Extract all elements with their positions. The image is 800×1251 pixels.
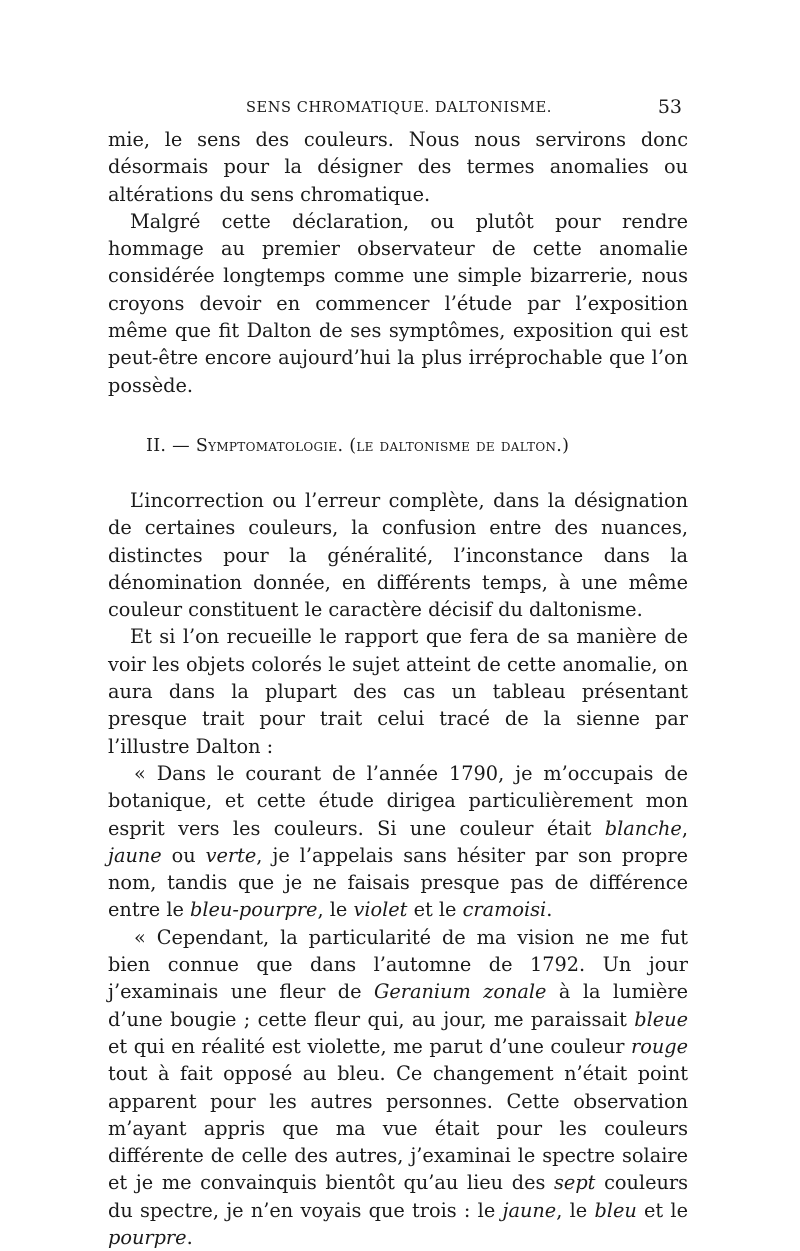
quote-italic: rouge — [631, 1034, 688, 1058]
quote-italic: bleue — [634, 1007, 688, 1031]
quote-italic: sept — [554, 1171, 596, 1195]
quote-text: « Cependant, la particularité de ma vision ne me fut bien connue que dans l’automne de 1792. Un jour j’examinais une fleur de — [108, 925, 688, 1004]
section-heading — [108, 435, 688, 457]
quote-text: , — [681, 816, 688, 840]
quote-italic: jaune — [108, 843, 162, 867]
quote-italic: pourpre — [108, 1225, 187, 1249]
running-title: SENS CHROMATIQUE. DALTONISME. — [246, 100, 553, 116]
page-number: 53 — [657, 96, 682, 118]
quote-text: et qui en réalité est violette, me parut d’une couleur — [108, 1034, 631, 1058]
quote-text: « Dans le courant de l’année 1790, je m’occupais de botanique, et cette étude dirigea particulièrement mon esprit vers les couleurs. Si une couleur était — [108, 761, 688, 840]
quote-italic: bleu-pourpre — [190, 898, 318, 922]
quote-text: tout à fait opposé au bleu. Ce changement n’était point apparent pour les autres personnes. Cette observation m’ayant appris que ma vue était pour les couleurs différente de celle des autres, j’examinai le spectre solaire et je me convainquis bientôt qu’au lieu des — [108, 1062, 688, 1195]
quote-text: et le — [407, 898, 463, 922]
paragraph-definition: L’incorrection ou l’erreur complète, dans la désignation de certaines couleurs, la confusion entre des nuances, distinctes pour la généralité, l’inconstance dans la dénomination donnée, en différents temps, à une même couleur constituent le caractère décisif du daltonisme. — [108, 488, 688, 622]
quote-text: . — [186, 1225, 193, 1249]
quote-text: ou — [161, 843, 206, 867]
quote-italic: violet — [353, 898, 408, 922]
section-title: Symptomatologie. (le daltonisme de dalton.) — [195, 435, 570, 456]
quote-text: et le — [636, 1198, 689, 1222]
quote-italic: bleu — [594, 1198, 637, 1222]
quote-text: . — [546, 898, 553, 922]
quote-italic: blanche — [604, 816, 682, 840]
book-page — [108, 92, 688, 1251]
quote-italic: verte — [205, 843, 257, 867]
quote-italic: Geranium zonale — [373, 980, 547, 1004]
paragraph-report: Et si l’on recueille le rapport que fera de sa manière de voir les objets colorés le sujet atteint de cette anomalie, on aura dans la plupart des cas un tableau présentant presque trait pour trait celui tracé de la sienne par l’illustre Dalton : — [108, 625, 688, 758]
quote-italic: cramoisi — [462, 898, 547, 922]
paragraph-continued: mie, le sens des couleurs. Nous nous servirons donc désormais pour la désigner des termes anomalies ou altérations du sens chromatique. — [108, 128, 688, 206]
running-header — [108, 92, 688, 126]
section-number: II. — — [146, 435, 190, 456]
quote-text: , le — [317, 898, 354, 922]
quote-text: , je l’appelais sans hésiter par son propre nom, tandis que je ne faisais presque pas de différence entre le — [108, 843, 688, 922]
quote-text: couleurs du spectre, je n’en voyais que trois : le — [108, 1171, 689, 1222]
paragraph-dalton-homage: Malgré cette déclaration, ou plutôt pour rendre hommage au premier observateur de cette anomalie considérée longtemps comme une simple bizarrerie, nous croyons devoir en commencer l’étude par l’exposition même que fit Dalton de ses symptômes, exposition qui est peut-être encore aujourd’hui la plus irréprochable que l’on possède. — [108, 209, 688, 397]
quote-italic: jaune — [502, 1198, 557, 1222]
quote-text: , le — [556, 1198, 595, 1222]
quotation-paragraph-1 — [108, 760, 688, 924]
quote-text: à la lumière d’une bougie ; cette fleur qui, au jour, me paraissait — [108, 980, 688, 1031]
quotation-paragraph-2 — [108, 924, 688, 1251]
